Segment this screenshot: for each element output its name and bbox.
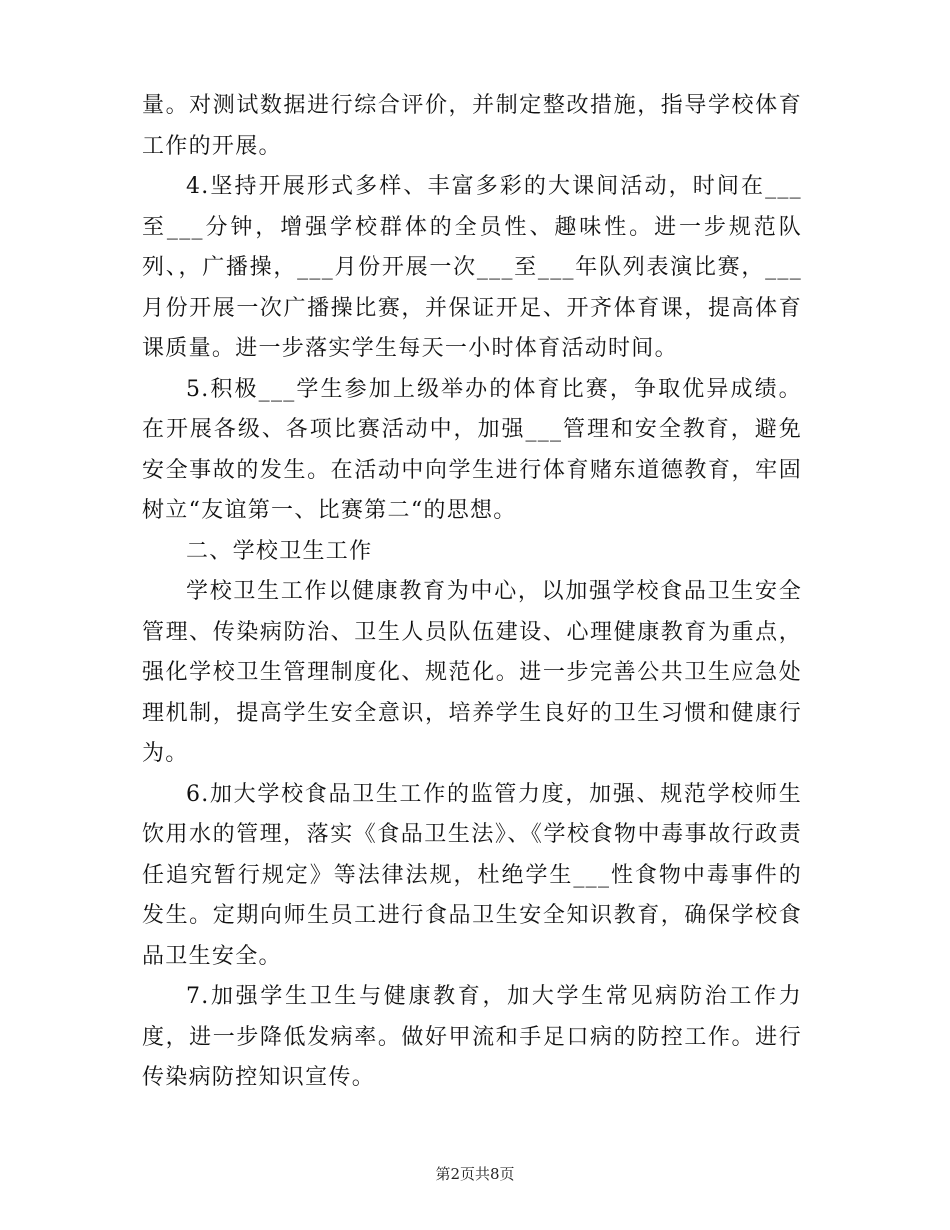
section-heading-school-health: 二、学校卫生工作 bbox=[186, 538, 373, 564]
paragraph-item-5: 5.积极___学生参加上级举办的体育比赛，争取优异成绩。在开展各级、各项比赛活动中，加强___管理和安全教育，避免安全事故的发生。在活动中向学生进行体育赌东道德教育，牢固树立“友谊第一、比赛第二“的思想。 bbox=[142, 376, 802, 523]
document-body bbox=[142, 86, 802, 1099]
paragraph-item-6: 6.加大学校食品卫生工作的监管力度，加强、规范学校师生饮用水的管理，落实《食品卫生法》、《学校食物中毒事故行政责任追究暂行规定》等法律法规，杜绝学生___性食物中毒事件的发生。定期向师生员工进行食品卫生安全知识教育，确保学校食品卫生安全。 bbox=[142, 781, 802, 969]
paragraph-item-4: 4.坚持开展形式多样、丰富多彩的大课间活动，时间在___至___分钟，增强学校群体的全员性、趣味性。进一步规范队列、，广播操，___月份开展一次___至___年队列表演比赛，___月份开展一次广播操比赛，并保证开足、开齐体育课，提高体育课质量。进一步落实学生每天一小时体育活动时间。 bbox=[142, 174, 802, 361]
paragraph-continuation: 量。对测试数据进行综合评价，并制定整改措施，指导学校体育工作的开展。 bbox=[142, 93, 802, 159]
page-number: 第2页共8页 bbox=[435, 1165, 515, 1183]
paragraph-item-7: 7.加强学生卫生与健康教育，加大学生常见病防治工作力度，进一步降低发病率。做好甲流和手足口病的防控工作。进行传染病防控知识宣传。 bbox=[142, 984, 802, 1090]
paragraph-health-intro: 学校卫生工作以健康教育为中心，以加强学校食品卫生安全管理、传染病防治、卫生人员队伍建设、心理健康教育为重点，强化学校卫生管理制度化、规范化。进一步完善公共卫生应急处理机制，提高学生安全意识，培养学生良好的卫生习惯和健康行为。 bbox=[142, 579, 802, 766]
